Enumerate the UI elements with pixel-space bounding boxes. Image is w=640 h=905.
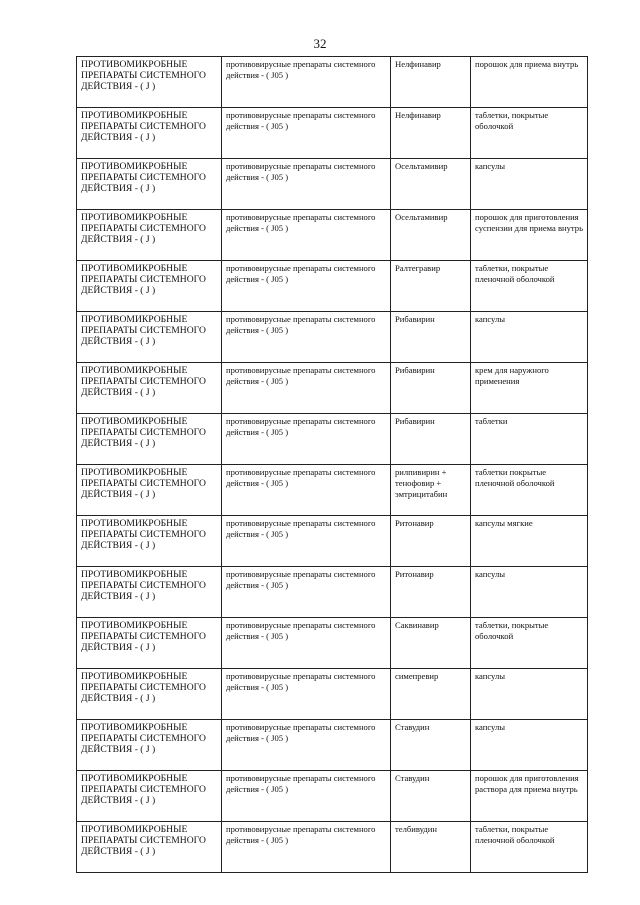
drug-table bbox=[76, 56, 588, 873]
subgroup-cell: противовирусные препараты системного действия - ( J05 ) bbox=[222, 771, 391, 822]
dosage-form-cell: капсулы bbox=[471, 669, 588, 720]
table-row bbox=[77, 771, 588, 822]
subgroup-cell: противовирусные препараты системного действия - ( J05 ) bbox=[222, 720, 391, 771]
page-number: 32 bbox=[313, 36, 327, 51]
table-row bbox=[77, 720, 588, 771]
group-cell: ПРОТИВОМИКРОБНЫЕ ПРЕПАРАТЫ СИСТЕМНОГО ДЕЙСТВИЯ - ( J ) bbox=[77, 618, 222, 669]
drug-name-cell: симепревир bbox=[391, 669, 471, 720]
subgroup-cell: противовирусные препараты системного действия - ( J05 ) bbox=[222, 363, 391, 414]
table-row bbox=[77, 669, 588, 720]
dosage-form-cell: капсулы bbox=[471, 720, 588, 771]
drug-name-cell: телбивудин bbox=[391, 822, 471, 873]
table-row bbox=[77, 57, 588, 108]
table-row bbox=[77, 822, 588, 873]
subgroup-cell: противовирусные препараты системного действия - ( J05 ) bbox=[222, 567, 391, 618]
group-cell: ПРОТИВОМИКРОБНЫЕ ПРЕПАРАТЫ СИСТЕМНОГО ДЕЙСТВИЯ - ( J ) bbox=[77, 57, 222, 108]
dosage-form-cell: капсулы bbox=[471, 567, 588, 618]
group-cell: ПРОТИВОМИКРОБНЫЕ ПРЕПАРАТЫ СИСТЕМНОГО ДЕЙСТВИЯ - ( J ) bbox=[77, 465, 222, 516]
subgroup-cell: противовирусные препараты системного действия - ( J05 ) bbox=[222, 108, 391, 159]
subgroup-cell: противовирусные препараты системного действия - ( J05 ) bbox=[222, 57, 391, 108]
table-row bbox=[77, 363, 588, 414]
drug-name-cell: Ставудин bbox=[391, 771, 471, 822]
dosage-form-cell: порошок для приема внутрь bbox=[471, 57, 588, 108]
drug-name-cell: Ралтегравир bbox=[391, 261, 471, 312]
subgroup-cell: противовирусные препараты системного действия - ( J05 ) bbox=[222, 312, 391, 363]
drug-name-cell: Осельтамивир bbox=[391, 159, 471, 210]
group-cell: ПРОТИВОМИКРОБНЫЕ ПРЕПАРАТЫ СИСТЕМНОГО ДЕЙСТВИЯ - ( J ) bbox=[77, 108, 222, 159]
dosage-form-cell: капсулы мягкие bbox=[471, 516, 588, 567]
group-cell: ПРОТИВОМИКРОБНЫЕ ПРЕПАРАТЫ СИСТЕМНОГО ДЕЙСТВИЯ - ( J ) bbox=[77, 414, 222, 465]
drug-name-cell: Рибавирин bbox=[391, 363, 471, 414]
subgroup-cell: противовирусные препараты системного действия - ( J05 ) bbox=[222, 516, 391, 567]
dosage-form-cell: порошок для приготовления раствора для приема внутрь bbox=[471, 771, 588, 822]
table-row bbox=[77, 618, 588, 669]
table-row bbox=[77, 516, 588, 567]
dosage-form-cell: крем для наружного применения bbox=[471, 363, 588, 414]
drug-name-cell: Рибавирин bbox=[391, 414, 471, 465]
dosage-form-cell: таблетки, покрытые пленочной оболочкой bbox=[471, 822, 588, 873]
group-cell: ПРОТИВОМИКРОБНЫЕ ПРЕПАРАТЫ СИСТЕМНОГО ДЕЙСТВИЯ - ( J ) bbox=[77, 516, 222, 567]
table-row bbox=[77, 414, 588, 465]
group-cell: ПРОТИВОМИКРОБНЫЕ ПРЕПАРАТЫ СИСТЕМНОГО ДЕЙСТВИЯ - ( J ) bbox=[77, 261, 222, 312]
drug-name-cell: Нелфинавир bbox=[391, 108, 471, 159]
dosage-form-cell: капсулы bbox=[471, 159, 588, 210]
dosage-form-cell: таблетки, покрытые оболочкой bbox=[471, 618, 588, 669]
group-cell: ПРОТИВОМИКРОБНЫЕ ПРЕПАРАТЫ СИСТЕМНОГО ДЕЙСТВИЯ - ( J ) bbox=[77, 159, 222, 210]
drug-name-cell: рилпивирин + тенофовир + эмтрицитабин bbox=[391, 465, 471, 516]
drug-name-cell: Ритонавир bbox=[391, 567, 471, 618]
subgroup-cell: противовирусные препараты системного действия - ( J05 ) bbox=[222, 261, 391, 312]
table-row bbox=[77, 210, 588, 261]
table-body bbox=[77, 57, 588, 873]
drug-name-cell: Ритонавир bbox=[391, 516, 471, 567]
table-row bbox=[77, 312, 588, 363]
subgroup-cell: противовирусные препараты системного действия - ( J05 ) bbox=[222, 669, 391, 720]
dosage-form-cell: таблетки bbox=[471, 414, 588, 465]
group-cell: ПРОТИВОМИКРОБНЫЕ ПРЕПАРАТЫ СИСТЕМНОГО ДЕЙСТВИЯ - ( J ) bbox=[77, 669, 222, 720]
subgroup-cell: противовирусные препараты системного действия - ( J05 ) bbox=[222, 210, 391, 261]
group-cell: ПРОТИВОМИКРОБНЫЕ ПРЕПАРАТЫ СИСТЕМНОГО ДЕЙСТВИЯ - ( J ) bbox=[77, 363, 222, 414]
subgroup-cell: противовирусные препараты системного действия - ( J05 ) bbox=[222, 465, 391, 516]
dosage-form-cell: таблетки, покрытые пленочной оболочкой bbox=[471, 261, 588, 312]
group-cell: ПРОТИВОМИКРОБНЫЕ ПРЕПАРАТЫ СИСТЕМНОГО ДЕЙСТВИЯ - ( J ) bbox=[77, 210, 222, 261]
group-cell: ПРОТИВОМИКРОБНЫЕ ПРЕПАРАТЫ СИСТЕМНОГО ДЕЙСТВИЯ - ( J ) bbox=[77, 720, 222, 771]
subgroup-cell: противовирусные препараты системного действия - ( J05 ) bbox=[222, 618, 391, 669]
table-row bbox=[77, 108, 588, 159]
table-row bbox=[77, 159, 588, 210]
subgroup-cell: противовирусные препараты системного действия - ( J05 ) bbox=[222, 159, 391, 210]
drug-name-cell: Нелфинавир bbox=[391, 57, 471, 108]
group-cell: ПРОТИВОМИКРОБНЫЕ ПРЕПАРАТЫ СИСТЕМНОГО ДЕЙСТВИЯ - ( J ) bbox=[77, 771, 222, 822]
dosage-form-cell: капсулы bbox=[471, 312, 588, 363]
table-row bbox=[77, 465, 588, 516]
drug-name-cell: Осельтамивир bbox=[391, 210, 471, 261]
dosage-form-cell: таблетки покрытые пленочной оболочкой bbox=[471, 465, 588, 516]
table-row bbox=[77, 567, 588, 618]
table-row bbox=[77, 261, 588, 312]
drug-name-cell: Рибавирин bbox=[391, 312, 471, 363]
group-cell: ПРОТИВОМИКРОБНЫЕ ПРЕПАРАТЫ СИСТЕМНОГО ДЕЙСТВИЯ - ( J ) bbox=[77, 312, 222, 363]
drug-name-cell: Саквинавир bbox=[391, 618, 471, 669]
drug-name-cell: Ставудин bbox=[391, 720, 471, 771]
dosage-form-cell: порошок для приготовления суспензии для приема внутрь bbox=[471, 210, 588, 261]
group-cell: ПРОТИВОМИКРОБНЫЕ ПРЕПАРАТЫ СИСТЕМНОГО ДЕЙСТВИЯ - ( J ) bbox=[77, 822, 222, 873]
group-cell: ПРОТИВОМИКРОБНЫЕ ПРЕПАРАТЫ СИСТЕМНОГО ДЕЙСТВИЯ - ( J ) bbox=[77, 567, 222, 618]
dosage-form-cell: таблетки, покрытые оболочкой bbox=[471, 108, 588, 159]
subgroup-cell: противовирусные препараты системного действия - ( J05 ) bbox=[222, 822, 391, 873]
subgroup-cell: противовирусные препараты системного действия - ( J05 ) bbox=[222, 414, 391, 465]
